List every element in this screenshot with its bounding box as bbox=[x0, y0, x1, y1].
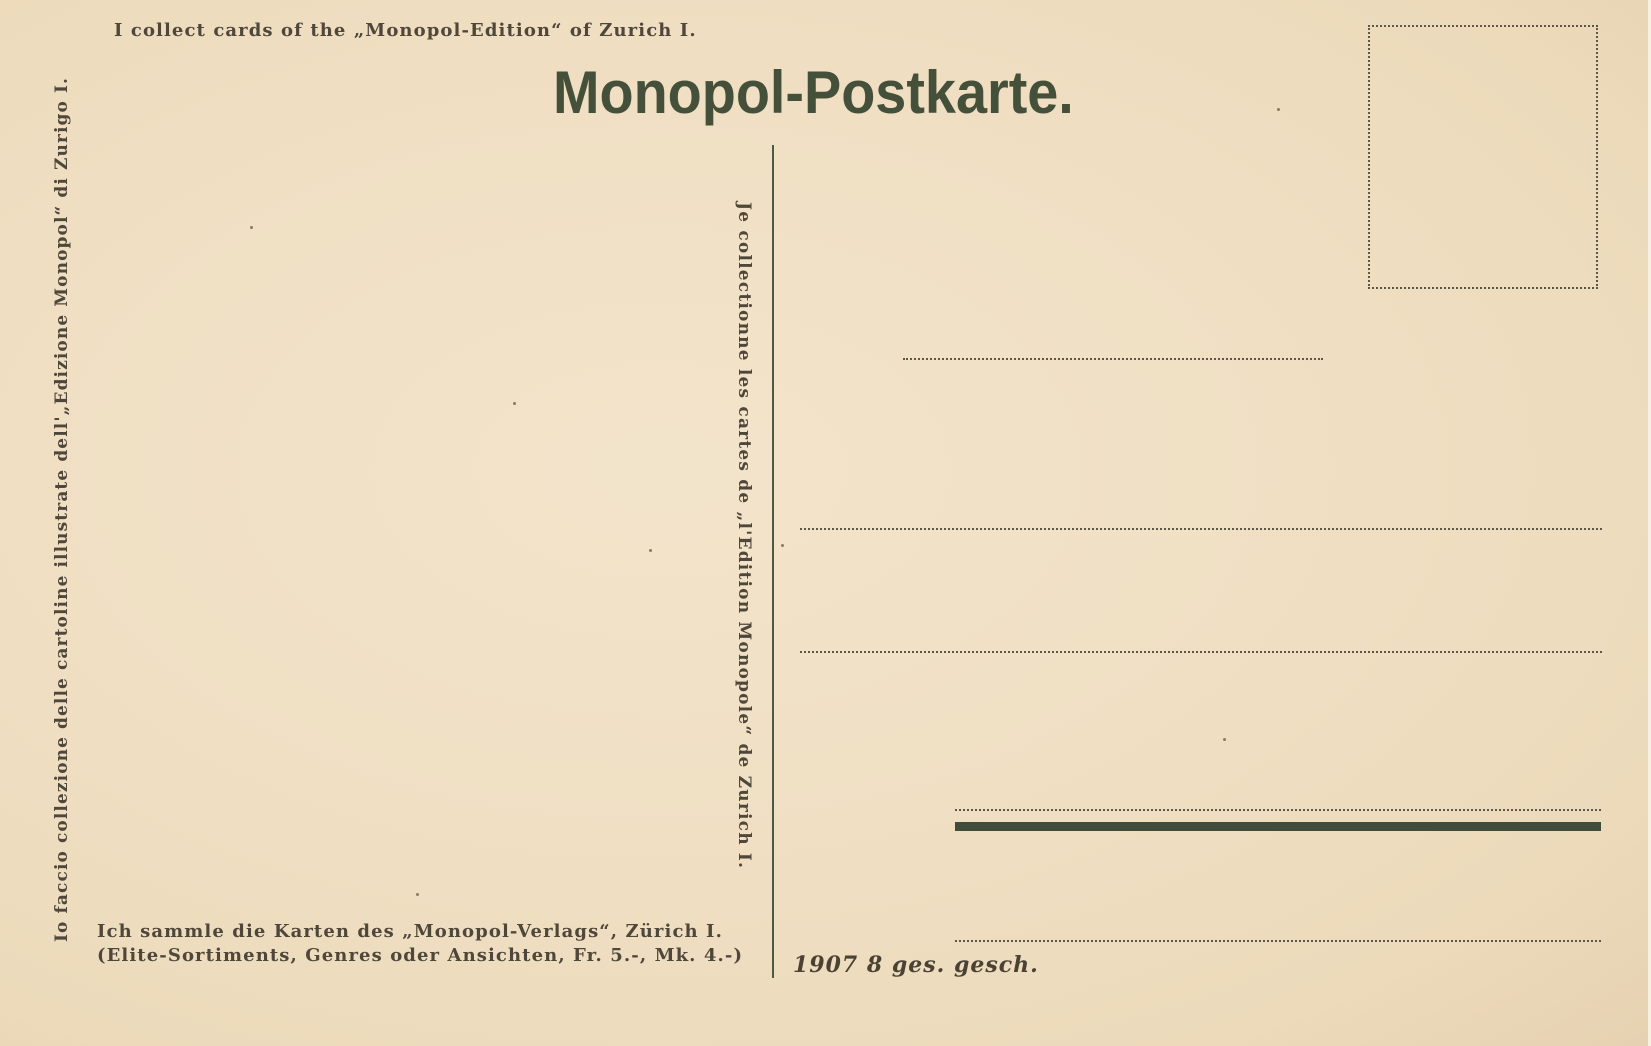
card-title: Monopol-Postkarte. bbox=[553, 59, 1074, 126]
french-caption: Je collectionne les cartes de „l'Edition Monopole“ de Zurich I. bbox=[734, 202, 754, 870]
address-underline-bar bbox=[955, 822, 1601, 831]
address-line-5 bbox=[955, 940, 1601, 942]
german-caption-line-1: Ich sammle die Karten des „Monopol-Verlags“, Zürich I. bbox=[97, 921, 723, 942]
english-caption: I collect cards of the „Monopol-Edition“ of Zurich I. bbox=[114, 20, 697, 41]
paper-speck bbox=[513, 402, 516, 405]
paper-speck bbox=[1223, 738, 1226, 741]
address-line-3 bbox=[800, 651, 1602, 653]
paper-speck bbox=[781, 544, 784, 547]
paper-speck bbox=[416, 893, 419, 896]
paper-speck bbox=[1277, 108, 1280, 111]
german-caption-line-2: (Elite-Sortiments, Genres oder Ansichten, Fr. 5.-, Mk. 4.-) bbox=[97, 945, 744, 966]
paper-speck bbox=[649, 549, 652, 552]
italian-caption: Io faccio collezione delle cartoline illustrate dell'„Edizione Monopol“ di Zurigo I. bbox=[52, 76, 72, 942]
paper-speck bbox=[250, 226, 253, 229]
center-divider bbox=[772, 145, 774, 978]
address-line-4 bbox=[955, 809, 1601, 811]
german-caption bbox=[97, 920, 743, 968]
address-line-2 bbox=[800, 528, 1602, 530]
address-line-1 bbox=[903, 358, 1323, 360]
copyright-notice: 1907 8 ges. gesch. bbox=[793, 952, 1039, 978]
stamp-box bbox=[1368, 25, 1598, 289]
